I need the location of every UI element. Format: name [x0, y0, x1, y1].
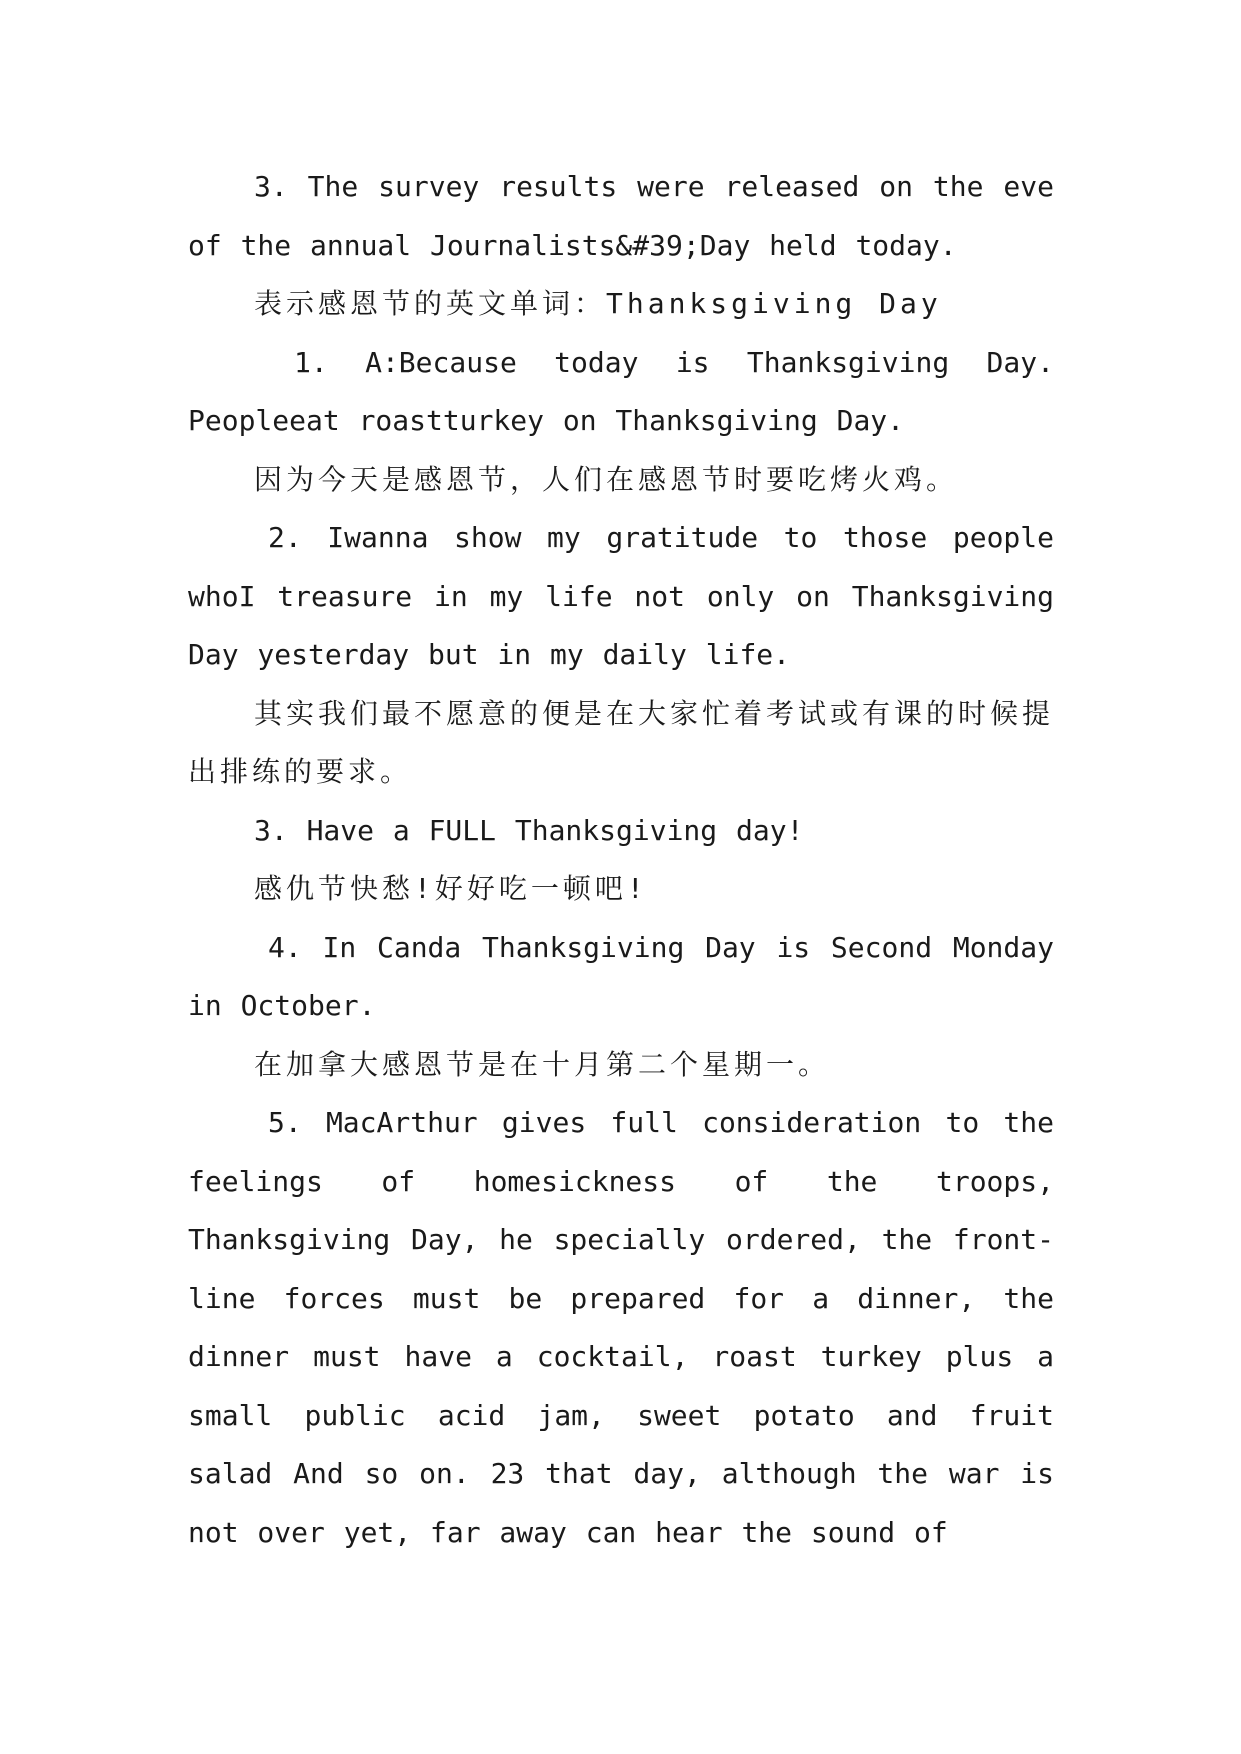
paragraph-example-3-english: 3. Have a FULL Thanksgiving day!	[254, 813, 804, 847]
paragraph-example-4-chinese: 在加拿大感恩节是在十月第二个星期一。	[254, 1047, 831, 1081]
paragraph-example-2-chinese: 其实我们最不愿意的便是在大家忙着考试或有课的时候提出排练的要求。	[188, 696, 1055, 788]
document-body	[188, 158, 1054, 1562]
paragraph-example-1-chinese: 因为今天是感恩节，人们在感恩节时要吃烤火鸡。	[254, 462, 959, 496]
paragraph-example-2-english: 2. Iwanna show my gratitude to those people whoI treasure in my life not only on Thanksgiving Day yesterday but in my daily life.	[188, 521, 1054, 671]
paragraph-example-3-chinese: 感仇节快愁!好好吃一顿吧!	[254, 872, 648, 905]
paragraph-thanksgiving-term: 表示感恩节的英文单词：Thanksgiving Day	[254, 287, 942, 320]
paragraph-example-1-english: 1. A:Because today is Thanksgiving Day. Peopleeat roastturkey on Thanksgiving Day.	[188, 345, 1054, 437]
paragraph-example-4-english: 4. In Canda Thanksgiving Day is Second Monday in October.	[188, 930, 1054, 1022]
paragraph-survey-results: 3. The survey results were released on the eve of the annual Journalists&#39;Day held today.	[188, 170, 1054, 262]
paragraph-example-5-english: 5. MacArthur gives full consideration to the feelings of homesickness of the troops, Thanksgiving Day, he specially ordered, the front-line forces must be prepared for a dinner, the dinner must have a cocktail, roast turkey plus a small public acid jam, sweet potato and fruit salad And so on. 23 that day, although the war is not over yet, far away can hear the sound of	[188, 1106, 1054, 1549]
